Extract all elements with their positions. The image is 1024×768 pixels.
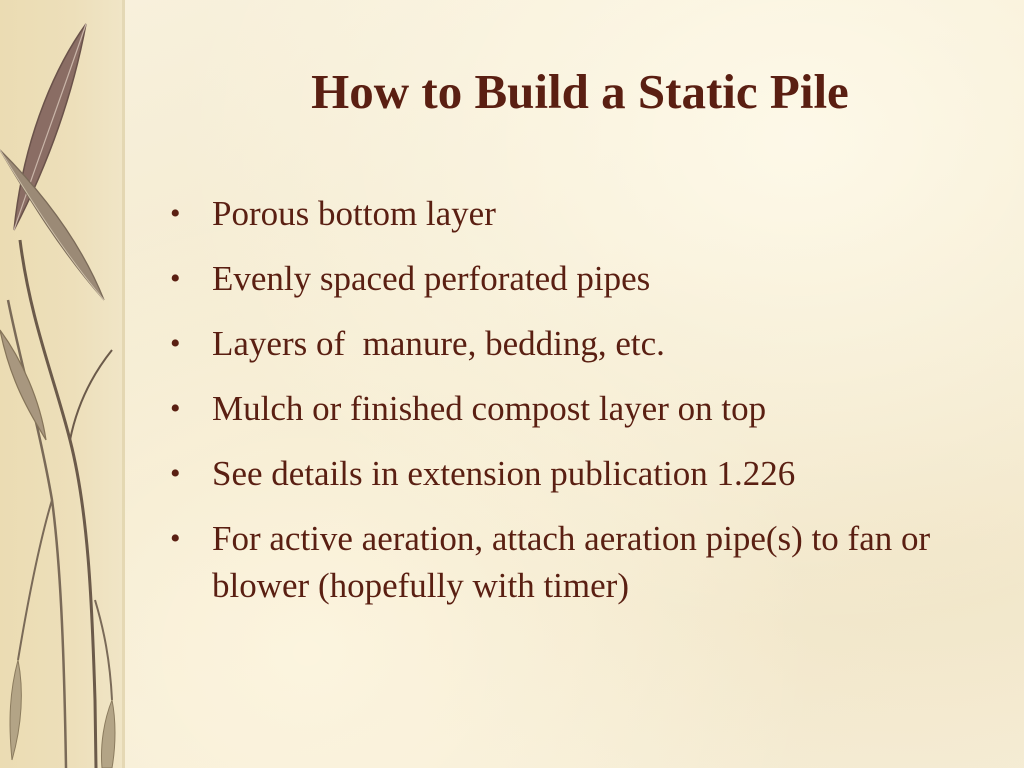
bullet-item xyxy=(168,320,988,367)
leaf-stem-icon xyxy=(0,0,130,768)
bullet-text: Porous bottom layer xyxy=(212,194,496,233)
bullet-marker: • xyxy=(170,457,181,490)
bullet-item xyxy=(168,385,988,432)
bullet-text: Layers of manure, bedding, etc. xyxy=(212,324,665,363)
bullet-marker: • xyxy=(170,392,181,425)
bullet-list xyxy=(168,190,988,627)
bullet-text: For active aeration, attach aeration pipe(s) to fan or blower (hopefully with timer) xyxy=(212,519,931,605)
bullet-text: See details in extension publication 1.226 xyxy=(212,454,796,493)
bullet-marker: • xyxy=(170,327,181,360)
bullet-marker: • xyxy=(170,262,181,295)
bullet-marker: • xyxy=(170,522,181,555)
bullet-text: Mulch or finished compost layer on top xyxy=(212,389,767,428)
slide-title: How to Build a Static Pile xyxy=(311,64,849,119)
bullet-item xyxy=(168,255,988,302)
bullet-item xyxy=(168,515,988,609)
bullet-item xyxy=(168,450,988,497)
bullet-item xyxy=(168,190,988,237)
bullet-text: Evenly spaced perforated pipes xyxy=(212,259,651,298)
bullet-marker: • xyxy=(170,197,181,230)
